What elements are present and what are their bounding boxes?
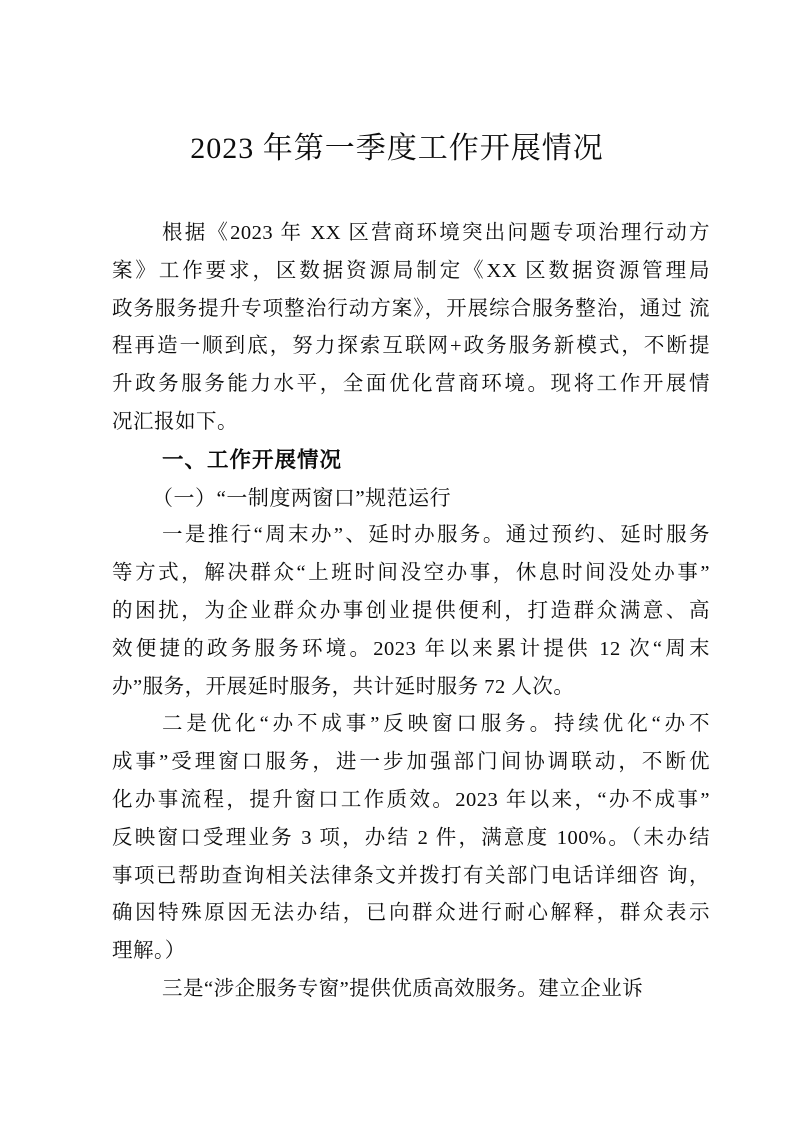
doc-title: 2023 年第一季度工作开展情况 [190,132,604,165]
paragraph-line: 化办事流程，提升窗口工作质效。2023 年以来，“办不成事” [112,788,710,811]
paragraph-line: 程再造一顺到底，努力探索互联网+政务服务新模式，不断提 [112,335,710,358]
paragraph-line: 等方式，解决群众“上班时间没空办事，休息时间没处办事” [112,562,710,585]
paragraph-line: 一是推行“周末办”、延时办服务。通过预约、延时服务 [162,524,710,547]
doc-body [112,215,710,1009]
section-heading: 一、工作开展情况 [162,447,343,472]
paragraph-line: 根据《2023 年 XX 区营商环境突出问题专项治理行动方 [162,222,710,244]
paragraph-line: 案》工作要求，区数据资源局制定《XX 区数据资源管理局 [112,259,710,282]
paragraph-line: 事项已帮助查询相关法律条文并拨打有关部门电话详细咨 询， [112,864,710,887]
paragraph-line: 况汇报如下。 [112,410,238,433]
paragraph-line: 办”服务，开展延时服务，共计延时服务 72 人次。 [112,675,575,698]
paragraph-line: 政务服务提升专项整治行动方案》，开展综合服务整治，通过 流 [112,297,710,320]
paragraph-line: 升政务服务能力水平，全面优化营商环境。现将工作开展情 [112,373,710,396]
subsection-heading: （一）“一制度两窗口”规范运行 [152,485,452,510]
paragraph-line: 理解。） [112,940,186,963]
paragraph-line: 三是“涉企服务专窗”提供优质高效服务。建立企业诉 [162,977,644,1000]
paragraph-line: 的困扰，为企业群众办事创业提供便利，打造群众满意、高 [112,599,710,622]
paragraph-line: 反映窗口受理业务 3 项，办结 2 件，满意度 100%。（未办结 [112,826,710,849]
paragraph-line: 二是优化“办不成事”反映窗口服务。持续优化“办不 [162,713,710,736]
paragraph-line: 确因特殊原因无法办结，已向群众进行耐心解释，群众表示 [112,902,710,925]
paragraph-line: 效便捷的政务服务环境。2023 年以来累计提供 12 次“周末 [112,637,710,660]
paragraph-line: 成事”受理窗口服务，进一步加强部门间协调联动，不断优 [112,751,710,774]
